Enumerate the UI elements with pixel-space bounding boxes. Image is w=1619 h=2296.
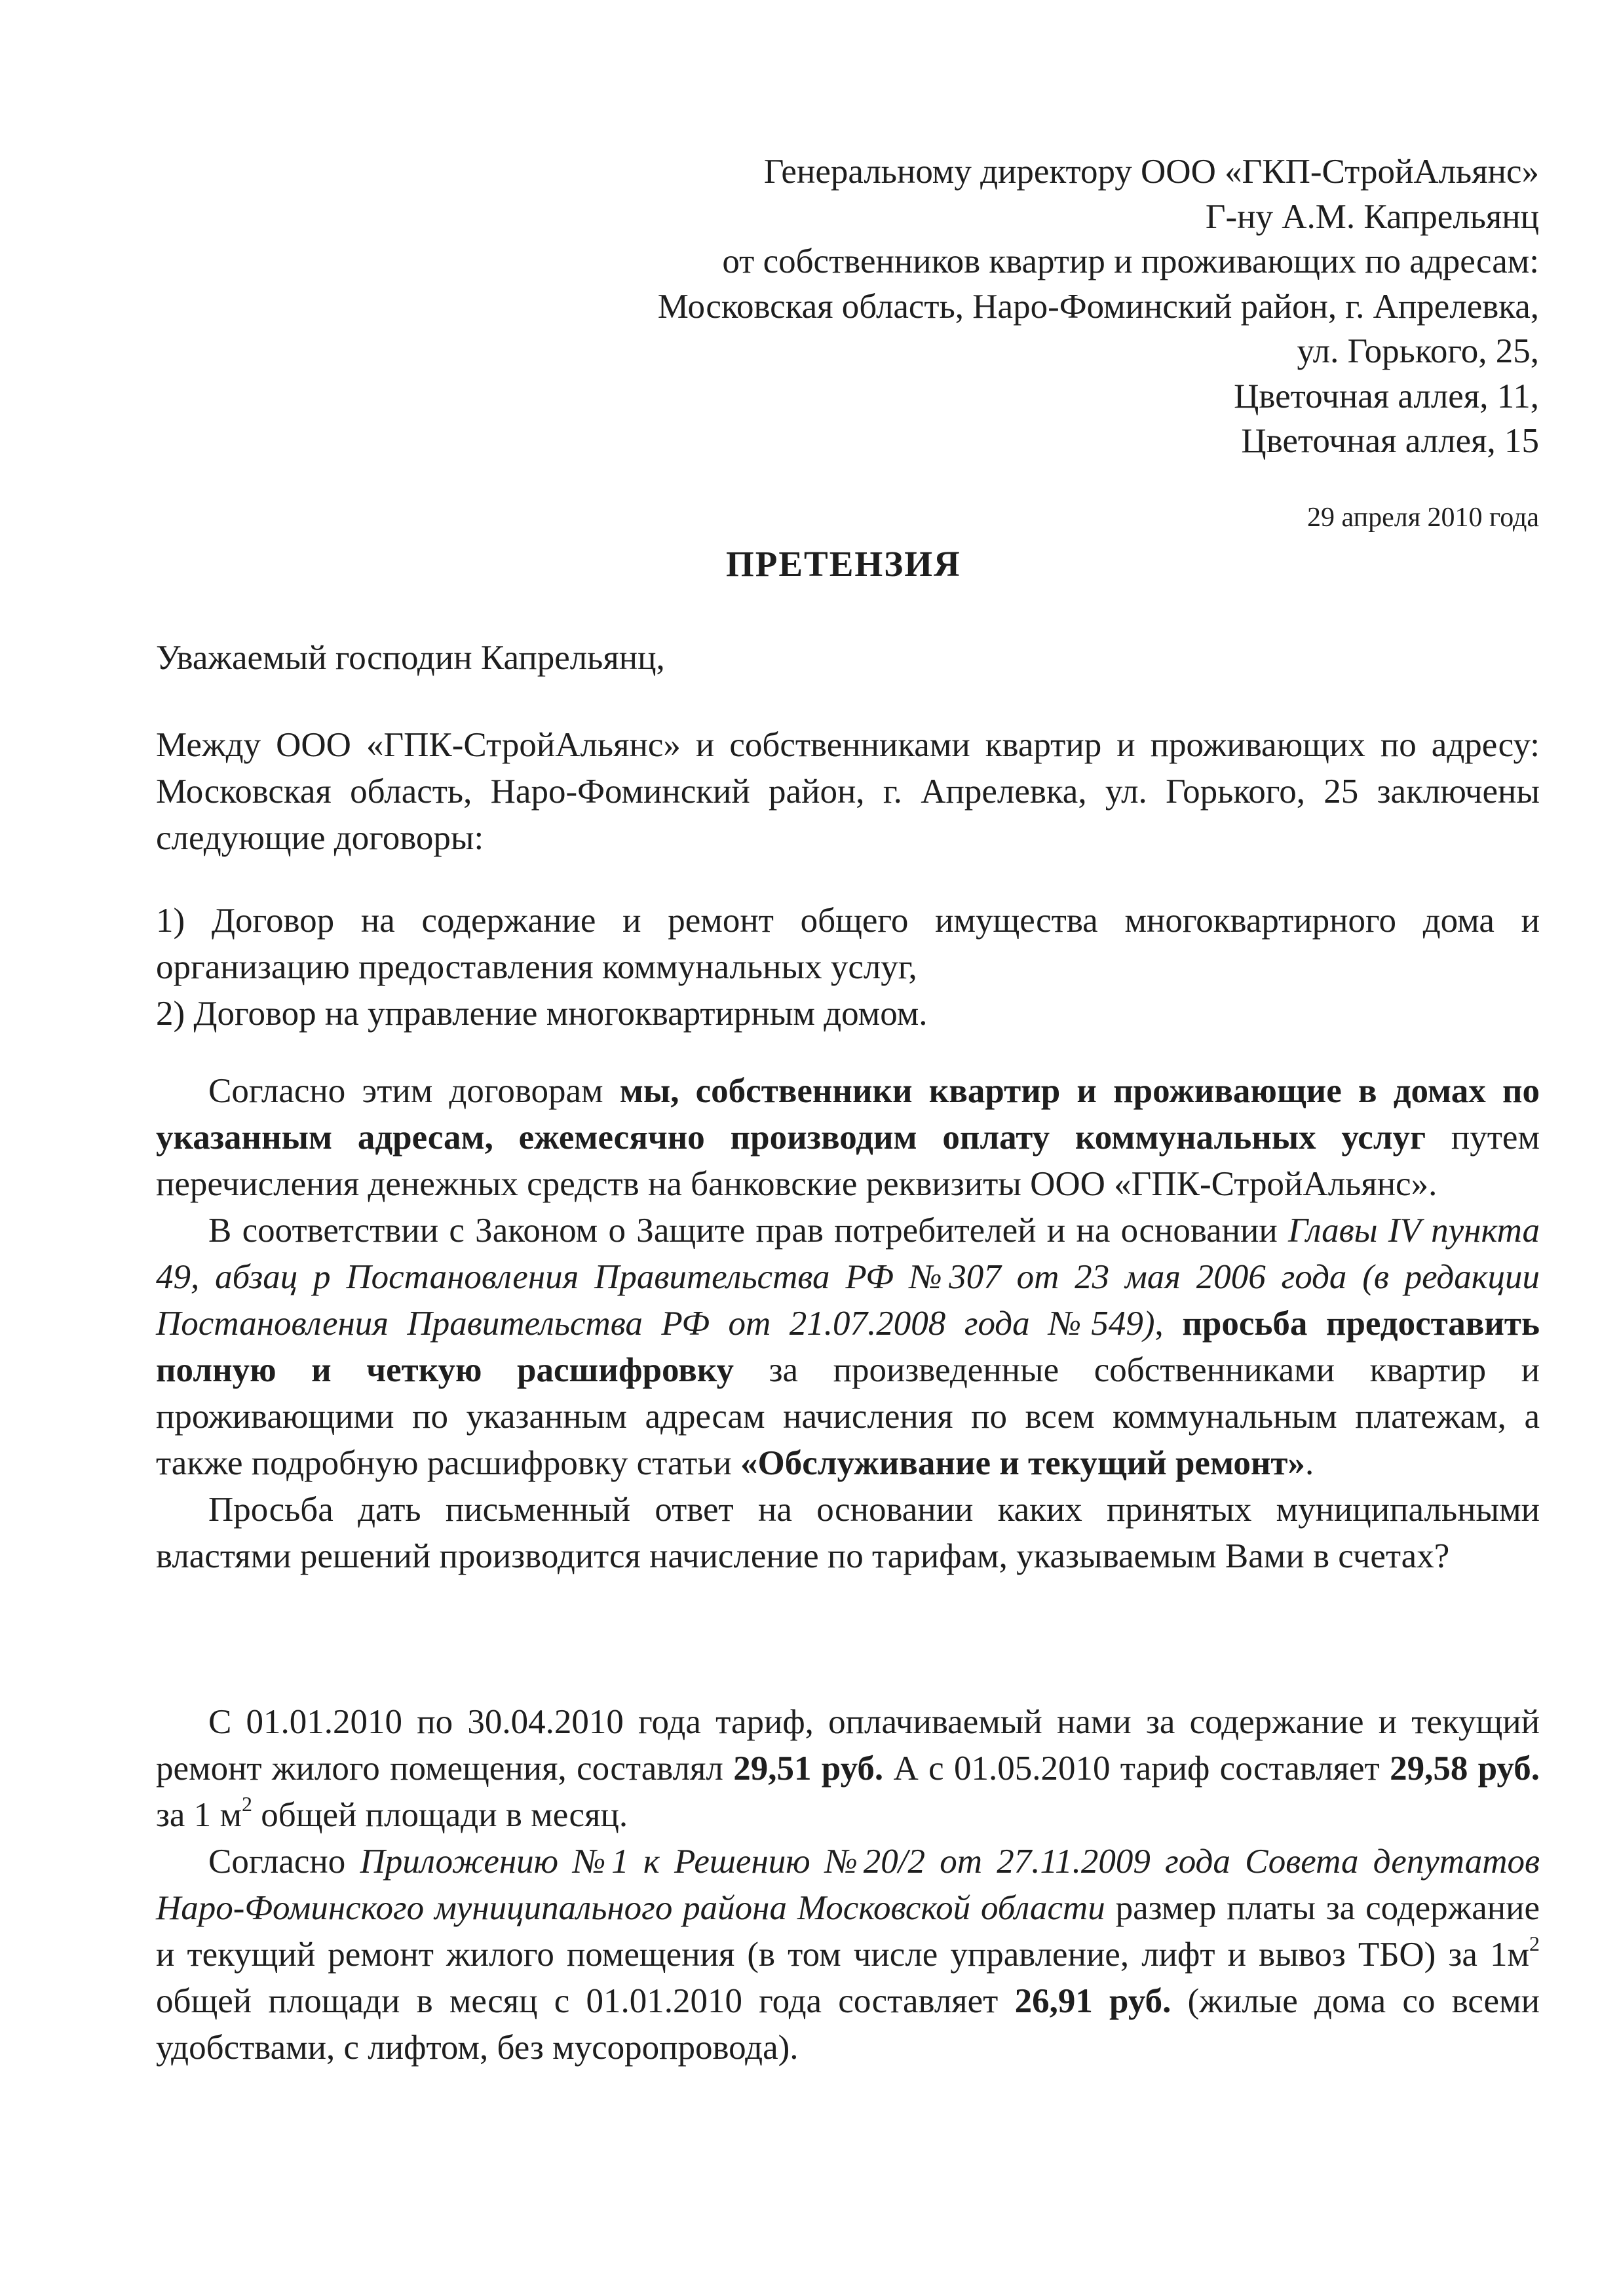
contract-item: 1) Договор на содержание и ремонт общего имущества многоквартирного дома и организацию предоставления коммунальных услуг, [156, 902, 1540, 986]
text-run: общей площади в месяц. [252, 1796, 628, 1834]
contracts-list [156, 898, 1540, 1037]
paragraph-decision [156, 1839, 1540, 2071]
intro-paragraph [156, 722, 1540, 862]
addressee-line: Генеральному директору ООО «ГКП-СтройАльянс» [763, 153, 1539, 191]
text-run: размер платы за содержание и текущий ремонт жилого помещения (в том числе управление, лифт и вывоз ТБО) за 1м [156, 1889, 1540, 1974]
bold-run: просьба предоставить полную и четкую расшифровку [156, 1305, 1540, 1389]
text-run: (жилые дома со всеми удобствами, с лифтом, без мусоропровода). [156, 1982, 1540, 2067]
paragraph-tariff [156, 1699, 1540, 1839]
bold-run: 29,58 руб. [1390, 1750, 1540, 1788]
text-run: Согласно этим договорам [208, 1072, 620, 1110]
superscript: 2 [1529, 1932, 1540, 1956]
document-title: ПРЕТЕНЗИЯ [726, 544, 961, 584]
contract-item: 2) Договор на управление многоквартирным домом. [156, 995, 928, 1033]
text-run: общей площади в месяц с 01.01.2010 года составляет [156, 1982, 1015, 2020]
text-run: за 1 м [156, 1796, 242, 1834]
text-run: путем перечисления денежных средств на банковские реквизиты ООО «ГПК-СтройАльянс». [156, 1119, 1540, 1203]
text-run: . [1305, 1444, 1314, 1482]
bold-run: «Обслуживание и текущий ремонт» [740, 1444, 1305, 1482]
text-run: С 01.01.2010 по 30.04.2010 года тариф, оплачиваемый нами за содержание и текущий ремонт жилого помещения, составлял [156, 1703, 1540, 1788]
addressee-line: Московская область, Наро-Фоминский район, г. Апрелевка, [657, 287, 1539, 326]
addressee-line: ул. Горького, 25, [1297, 332, 1539, 370]
intro-text: Между ООО «ГПК-СтройАльянс» и собственниками квартир и проживающих по адресу: Московская область, Наро-Фоминский район, г. Апрелевка, ул. Горького, 25 заключены следующие договоры: [156, 726, 1540, 857]
italic-run: Приложению №1 к Решению №20/2 от 27.11.2009 года Совета депутатов Наро-Фоминского муниципального района Московской области [156, 1843, 1540, 1927]
addressee-block [658, 149, 1539, 464]
paragraph-request [156, 1208, 1540, 1487]
superscript: 2 [242, 1792, 252, 1816]
text-run: В соответствии с Законом о Защите прав потребителей и на основании [208, 1212, 1289, 1250]
paragraph-payment [156, 1068, 1540, 1208]
italic-run: Главы IV пункта 49, абзац р Постановления Правительства РФ №307 от 23 мая 2006 года (в редакции Постановления Правительства РФ от 21.07.2008 года №549) [156, 1212, 1540, 1343]
text-run: А с 01.05.2010 тариф составляет [883, 1750, 1390, 1788]
tariff-section [156, 1699, 1540, 2071]
salutation: Уважаемый господин Капрельянц, [156, 639, 665, 677]
text-run: за произведенные собственниками квартир и проживающими по указанным адресам начисления по всем коммунальным платежам, а также подробную расшифровку статьи [156, 1351, 1540, 1482]
addressee-line: Цветочная аллея, 11, [1234, 377, 1539, 415]
bold-run: 29,51 руб. [733, 1750, 884, 1788]
text-run: Согласно [208, 1843, 360, 1881]
addressee-line: Г-ну А.М. Капрельянц [1205, 197, 1539, 236]
text-run: , [1154, 1305, 1183, 1343]
bold-run: 26,91 руб. [1014, 1982, 1171, 2020]
letter-date: 29 апреля 2010 года [1307, 503, 1539, 533]
main-section [156, 1068, 1540, 1580]
addressee-line: от собственников квартир и проживающих по адресам: [722, 242, 1539, 280]
paragraph-question: Просьба дать письменный ответ на основании каких принятых муниципальными властями решений производится начисление по тарифам, указываемым Вами в счетах? [156, 1491, 1540, 1575]
addressee-line: Цветочная аллея, 15 [1241, 422, 1539, 460]
bold-run: мы, собственники квартир и проживающие в домах по указанным адресам, ежемесячно производим оплату коммунальных услуг [156, 1072, 1540, 1157]
